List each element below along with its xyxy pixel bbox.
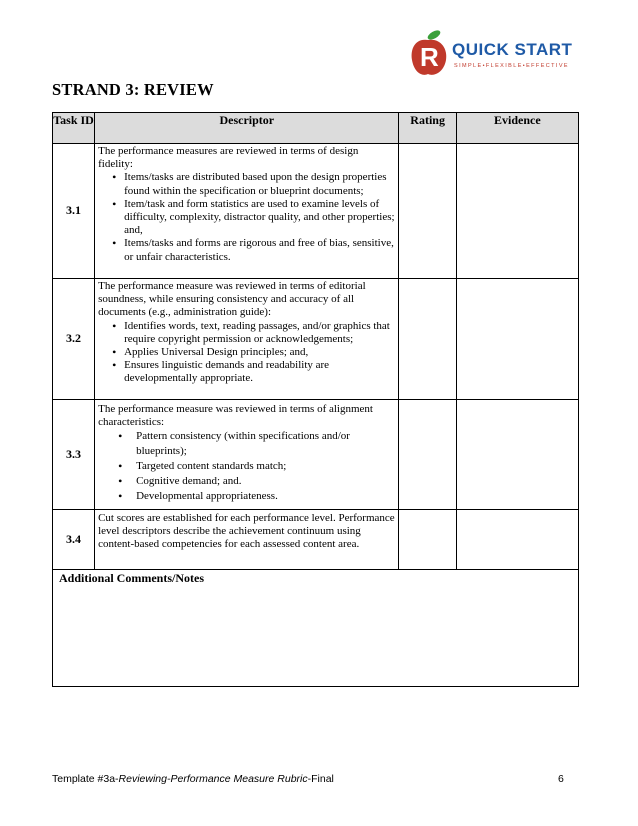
evidence-cell[interactable] (456, 400, 578, 510)
evidence-cell[interactable] (456, 279, 578, 400)
task-id-cell: 3.2 (53, 279, 95, 400)
descriptor-cell (95, 279, 399, 400)
comments-row (53, 570, 579, 687)
header-evidence: Evidence (456, 113, 578, 144)
task-id-cell: 3.4 (53, 510, 95, 570)
descriptor-intro: The performance measure was reviewed in terms of editorial soundness, while ensuring consistency and accuracy of all documents (e.g., administration guide): (98, 280, 366, 319)
footer-prefix: Template #3a- (52, 773, 119, 785)
task-id-cell: 3.3 (53, 400, 95, 510)
strand-review-rubric-table (52, 112, 579, 687)
descriptor-bullet: • Cognitive demand; and. (98, 474, 395, 489)
task-id-cell: 3.1 (53, 144, 95, 279)
descriptor-bullet: • Items/tasks and forms are rigorous and free of bias, sensitive, or unfair characteristics. (98, 237, 395, 263)
footer-suffix: -Final (307, 773, 334, 785)
logo-wordmark: QUICK START (452, 40, 573, 59)
additional-comments-cell[interactable] (53, 570, 579, 687)
footer-template-name (52, 773, 334, 785)
descriptor-bullet-list (98, 320, 395, 386)
descriptor-bullet: • Items/tasks are distributed based upon the design properties found within the specification or blueprint documents; (98, 171, 395, 197)
evidence-cell[interactable] (456, 510, 578, 570)
descriptor-bullet: • Targeted content standards match; (98, 459, 395, 474)
header-task-id: Task ID (53, 113, 95, 144)
additional-comments-label: Additional Comments/Notes (59, 571, 205, 585)
descriptor-intro: The performance measures are reviewed in terms of design fidelity: (98, 145, 359, 171)
descriptor-intro: Cut scores are established for each performance level. Performance level descriptors describe the achievement continuum using content-based competencies for each assessed content area. (98, 512, 395, 551)
evidence-cell[interactable] (456, 144, 578, 279)
descriptor-bullet-list (98, 171, 395, 263)
table-row (53, 144, 579, 279)
descriptor-bullet: • Developmental appropriateness. (98, 489, 395, 504)
header-descriptor: Descriptor (95, 113, 399, 144)
rating-cell[interactable] (399, 144, 456, 279)
page-title: STRAND 3: REVIEW (52, 80, 214, 99)
descriptor-cell (95, 510, 399, 570)
descriptor-bullet: • Ensures linguistic demands and readability are developmentally appropriate. (98, 359, 395, 385)
header-rating: Rating (399, 113, 456, 144)
descriptor-bullet: • Identifies words, text, reading passages, and/or graphics that require copyright permission or acknowledgements; (98, 320, 395, 346)
footer-page-number: 6 (558, 773, 564, 785)
descriptor-intro: The performance measure was reviewed in terms of alignment characteristics: (98, 403, 373, 429)
apple-r-logo-icon (408, 28, 452, 78)
table-row (53, 510, 579, 570)
rating-cell[interactable] (399, 510, 456, 570)
table-header-row (53, 113, 579, 144)
rating-cell[interactable] (399, 400, 456, 510)
quick-start-logo (408, 28, 573, 84)
rating-cell[interactable] (399, 279, 456, 400)
descriptor-cell (95, 144, 399, 279)
descriptor-bullet: • Pattern consistency (within specifications and/or blueprints); (98, 429, 395, 459)
descriptor-bullet-list (98, 429, 395, 504)
table-row (53, 279, 579, 400)
descriptor-cell (95, 400, 399, 510)
svg-text:R: R (420, 42, 439, 72)
table-row (53, 400, 579, 510)
descriptor-bullet: • Item/task and form statistics are used to examine levels of difficulty, complexity, distractor quality, and other properties; and, (98, 198, 395, 238)
logo-tagline: SIMPLE•FLEXIBLE•EFFECTIVE (454, 63, 569, 69)
descriptor-bullet: • Applies Universal Design principles; and, (98, 346, 395, 359)
footer-italic-title: Reviewing-Performance Measure Rubric (118, 773, 308, 785)
